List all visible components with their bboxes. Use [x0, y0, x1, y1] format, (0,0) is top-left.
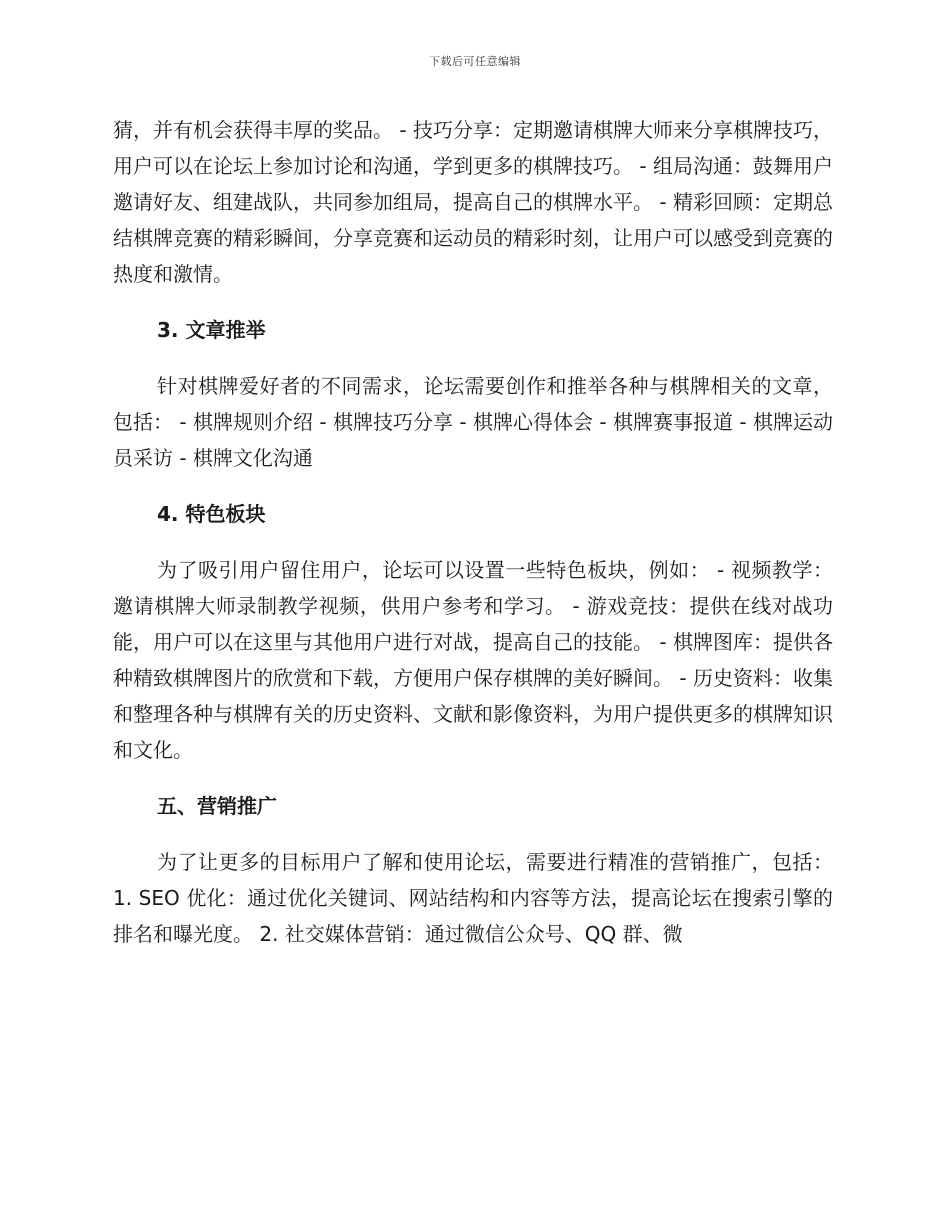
- section-heading-article-recommendation: 3. 文章推举: [157, 318, 266, 342]
- section-heading-featured-sections: 4. 特色板块: [157, 502, 266, 526]
- paragraph-featured-sections: 为了吸引用户留住用户，论坛可以设置一些特色板块，例如： - 视频教学：邀请棋牌大师录制教学视频，供用户参考和学习。 - 游戏竞技：提供在线对战功能，用户可以在这里与其他用户进行对战，提高自己的技能。 - 棋牌图库：提供各种精致棋牌图片的欣赏和下载，方便用户保存棋牌的美好瞬间。 - 历史资料：收集和整理各种与棋牌有关的历史资料、文献和影像资料，为用户提供更多的棋牌知识和文化。: [113, 558, 833, 762]
- paragraph-marketing: 为了让更多的目标用户了解和使用论坛，需要进行精准的营销推广，包括： 1. SEO 优化：通过优化关键词、网站结构和内容等方法，提高论坛在搜索引擎的排名和曝光度。 2. 社交媒体营销：通过微信公众号、QQ 群、微: [113, 850, 833, 946]
- header-note: 下载后可任意编辑: [429, 55, 521, 68]
- paragraph-activities-continued: 猜，并有机会获得丰厚的奖品。 - 技巧分享：定期邀请棋牌大师来分享棋牌技巧，用户可以在论坛上参加讨论和沟通，学到更多的棋牌技巧。 - 组局沟通：鼓舞用户邀请好友、组建战队，共同参加组局，提高自己的棋牌水平。 - 精彩回顾：定期总结棋牌竞赛的精彩瞬间，分享竞赛和运动员的精彩时刻，让用户可以感受到竞赛的热度和激情。: [113, 118, 833, 286]
- document-body: [113, 112, 833, 952]
- paragraph-article-recommendation: 针对棋牌爱好者的不同需求，论坛需要创作和推举各种与棋牌相关的文章，包括： - 棋牌规则介绍 - 棋牌技巧分享 - 棋牌心得体会 - 棋牌赛事报道 - 棋牌运动员采访 - 棋牌文化沟通: [113, 374, 833, 470]
- section-heading-marketing: 五、营销推广: [157, 794, 277, 818]
